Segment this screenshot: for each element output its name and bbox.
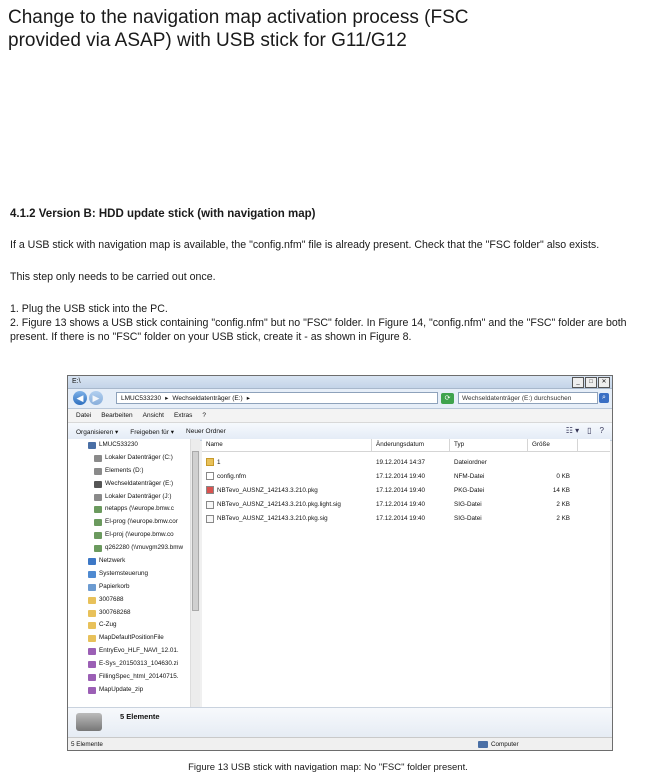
drive-icon bbox=[94, 455, 102, 462]
file-name-cell bbox=[202, 515, 372, 523]
nav-item-label: EI-proj (\\europe.bmw.co bbox=[105, 531, 174, 539]
file-name: config.nfm bbox=[217, 472, 247, 480]
file-date: 17.12.2014 19:40 bbox=[376, 515, 426, 523]
file-name: NBTevo_AUSNZ_142143.3.210.pkg.sig bbox=[217, 515, 328, 523]
file-size: 2 KB bbox=[556, 515, 570, 523]
file-size: 2 KB bbox=[556, 501, 570, 509]
search-icon[interactable]: ⌕ bbox=[599, 393, 609, 403]
file-type: PKG-Datei bbox=[454, 486, 485, 494]
details-item-count: 5 Elemente bbox=[120, 712, 160, 721]
step-item: 2. Figure 13 shows a USB stick containing "config.nfm" but no "FSC" folder. In Figure 14, "config.nfm" and the "FSC" folder are both present. If there is no "FSC" folder on your USB stick, create it - as shown in Figure 8. bbox=[10, 317, 627, 343]
nav-item[interactable] bbox=[68, 671, 190, 684]
column-header-size[interactable]: Größe bbox=[528, 439, 578, 451]
network-icon bbox=[88, 558, 96, 565]
nav-item-label: Netzwerk bbox=[99, 557, 126, 565]
pkg-file-icon bbox=[206, 486, 214, 494]
menu-bar bbox=[68, 409, 612, 423]
file-name-cell bbox=[202, 501, 372, 509]
forward-arrow-icon[interactable]: ▶ bbox=[89, 391, 103, 405]
file-name-cell bbox=[202, 472, 372, 480]
nav-item-label: LMUC533230 bbox=[99, 441, 138, 448]
paragraph-config-nfm: If a USB stick with navigation map is available, the "config.nfm" file is already present. Check that the "FSC folder" also exists. bbox=[10, 239, 600, 251]
nav-item[interactable] bbox=[68, 478, 190, 491]
computer-icon bbox=[88, 442, 96, 449]
nav-item-label: Systemsteuerung bbox=[99, 569, 149, 577]
nav-item-label: Lokaler Datenträger (C:) bbox=[105, 453, 173, 461]
control-panel-icon bbox=[88, 571, 96, 578]
nav-item[interactable] bbox=[68, 658, 190, 671]
status-item-count: 5 Elemente bbox=[71, 741, 103, 748]
usb-drive-icon bbox=[94, 481, 102, 488]
close-button[interactable]: ✕ bbox=[598, 377, 610, 388]
recycle-bin-icon bbox=[88, 584, 96, 591]
nav-item[interactable] bbox=[68, 491, 190, 504]
file-name-cell bbox=[202, 458, 372, 466]
document-title: Change to the navigation map activation process (FSC provided via ASAP) with USB stick for G11/G12 bbox=[8, 7, 469, 51]
file-list-pane bbox=[202, 439, 610, 707]
view-options-icon[interactable]: ☷ ▾ bbox=[565, 426, 580, 435]
file-row[interactable] bbox=[202, 469, 610, 483]
menu-item[interactable]: Bearbeiten bbox=[101, 412, 133, 419]
nav-item[interactable] bbox=[68, 542, 190, 555]
nav-item[interactable] bbox=[68, 503, 190, 516]
nav-item[interactable] bbox=[68, 684, 190, 697]
nav-item[interactable] bbox=[68, 645, 190, 658]
file-icon bbox=[206, 472, 214, 480]
file-date: 17.12.2014 19:40 bbox=[376, 501, 426, 509]
folder-icon bbox=[88, 635, 96, 642]
window-title: E:\ bbox=[72, 378, 81, 385]
nav-item[interactable] bbox=[68, 516, 190, 529]
folder-icon bbox=[88, 610, 96, 617]
network-drive-icon bbox=[94, 506, 102, 513]
file-name-cell bbox=[202, 486, 372, 494]
file-date: 17.12.2014 19:40 bbox=[376, 472, 426, 480]
organize-button[interactable]: Organisieren ▾ bbox=[76, 428, 119, 436]
paragraph-once: This step only needs to be carried out once. bbox=[10, 271, 216, 283]
file-row[interactable] bbox=[202, 455, 610, 469]
file-size: 14 KB bbox=[552, 486, 570, 494]
file-date: 17.12.2014 19:40 bbox=[376, 486, 426, 494]
column-header-type[interactable]: Typ bbox=[450, 439, 528, 451]
column-header-date[interactable]: Änderungsdatum bbox=[372, 439, 450, 451]
menu-item[interactable]: Extras bbox=[173, 412, 193, 419]
search-input[interactable]: Wechseldatenträger (E:) durchsuchen bbox=[458, 392, 598, 404]
file-type: Dateiordner bbox=[454, 458, 487, 466]
file-name: NBTevo_AUSNZ_142143.3.210.pkg.light.sig bbox=[217, 501, 341, 509]
computer-icon bbox=[478, 741, 488, 748]
address-segment[interactable]: Wechseldatenträger (E:) bbox=[172, 394, 243, 402]
refresh-icon[interactable]: ⟳ bbox=[441, 393, 454, 404]
nav-item[interactable] bbox=[68, 439, 190, 452]
chevron-right-icon: ▸ bbox=[246, 395, 250, 402]
menu-item[interactable]: Ansicht bbox=[142, 412, 164, 419]
usb-drive-icon bbox=[76, 713, 102, 731]
minimize-button[interactable]: _ bbox=[572, 377, 584, 388]
nav-item[interactable] bbox=[68, 581, 190, 594]
drive-icon bbox=[94, 494, 102, 501]
nav-item-label: FillingSpec_html_20140715. bbox=[99, 673, 179, 681]
nav-item[interactable] bbox=[68, 555, 190, 568]
section-heading: 4.1.2 Version B: HDD update stick (with navigation map) bbox=[10, 208, 316, 220]
new-folder-button[interactable]: Neuer Ordner bbox=[186, 428, 226, 435]
archive-icon bbox=[88, 687, 96, 694]
folder-icon bbox=[206, 458, 214, 466]
status-location: Computer bbox=[491, 741, 519, 748]
nav-item-label: EI-prog (\\europe.bmw.cor bbox=[105, 518, 178, 526]
network-drive-icon bbox=[94, 519, 102, 526]
nav-item[interactable] bbox=[68, 632, 190, 645]
navigation-scrollbar[interactable] bbox=[190, 439, 200, 707]
sig-file-icon bbox=[206, 515, 214, 523]
chevron-right-icon: ▸ bbox=[165, 395, 169, 402]
nav-item-label: Lokaler Datenträger (J:) bbox=[105, 492, 172, 500]
nav-item[interactable] bbox=[68, 594, 190, 607]
nav-item-label: EntryEvo_HLF_NAVI_12.01. bbox=[99, 647, 179, 655]
nav-item-label: 3007688 bbox=[99, 595, 124, 603]
archive-icon bbox=[88, 661, 96, 668]
menu-item[interactable]: Datei bbox=[76, 412, 92, 419]
navigation-pane bbox=[68, 439, 191, 707]
nav-item[interactable] bbox=[68, 465, 190, 478]
nav-item-label: q262280 (\\muvgm293.bmw bbox=[105, 544, 184, 552]
explorer-window bbox=[67, 375, 613, 751]
sig-file-icon bbox=[206, 501, 214, 509]
column-header-name[interactable]: Name bbox=[202, 439, 372, 451]
preview-pane-icon[interactable]: ▯ bbox=[587, 426, 592, 435]
file-name: 1 bbox=[217, 458, 221, 466]
nav-item-label: Wechseldatenträger (E:) bbox=[105, 479, 174, 487]
nav-item[interactable] bbox=[68, 607, 190, 620]
folder-icon bbox=[88, 622, 96, 629]
status-bar bbox=[68, 737, 612, 751]
nav-item-label: MapDefaultPositionFile bbox=[99, 634, 164, 642]
back-arrow-icon[interactable]: ◀ bbox=[73, 391, 87, 405]
nav-item-label: netapps (\\europe.bmw.c bbox=[105, 505, 174, 513]
nav-item-label: Elements (D:) bbox=[105, 466, 144, 474]
archive-icon bbox=[88, 674, 96, 681]
steps-list bbox=[10, 302, 650, 344]
file-name: NBTevo_AUSNZ_142143.3.210.pkg bbox=[217, 486, 318, 494]
nav-item[interactable] bbox=[68, 452, 190, 465]
nav-item[interactable] bbox=[68, 529, 190, 542]
file-type: SIG-Datei bbox=[454, 501, 482, 509]
address-segment[interactable]: LMUC533230 bbox=[121, 394, 162, 402]
file-size: 0 KB bbox=[556, 472, 570, 480]
column-headers bbox=[202, 439, 610, 452]
maximize-button[interactable]: □ bbox=[585, 377, 597, 388]
folder-icon bbox=[88, 597, 96, 604]
file-type: NFM-Datei bbox=[454, 472, 485, 480]
file-row[interactable] bbox=[202, 498, 610, 512]
nav-item-label: C-Zug bbox=[99, 621, 117, 629]
nav-item-label: Papierkorb bbox=[99, 582, 130, 590]
window-titlebar bbox=[68, 376, 612, 389]
network-drive-icon bbox=[94, 532, 102, 539]
share-button[interactable]: Freigeben für ▾ bbox=[130, 428, 175, 436]
network-drive-icon bbox=[94, 545, 102, 552]
archive-icon bbox=[88, 648, 96, 655]
nav-item[interactable] bbox=[68, 619, 190, 632]
figure-caption: Figure 13 USB stick with navigation map: No "FSC" folder present. bbox=[188, 762, 468, 773]
file-type: SIG-Datei bbox=[454, 515, 482, 523]
address-bar bbox=[68, 389, 612, 409]
step-item: 1. Plug the USB stick into the PC. bbox=[10, 303, 168, 315]
nav-item-label: MapUpdate_zip bbox=[99, 685, 144, 693]
scrollbar-thumb[interactable] bbox=[192, 451, 199, 611]
menu-item[interactable]: ? bbox=[202, 412, 207, 419]
nav-item-label: 300768268 bbox=[99, 608, 131, 616]
drive-icon bbox=[94, 468, 102, 475]
file-row[interactable] bbox=[202, 483, 610, 497]
nav-item[interactable] bbox=[68, 568, 190, 581]
file-row[interactable] bbox=[202, 512, 610, 526]
address-input[interactable] bbox=[116, 392, 438, 404]
file-date: 19.12.2014 14:37 bbox=[376, 458, 426, 466]
details-pane bbox=[68, 707, 612, 737]
nav-item-label: E-Sys_20150313_104630.zi bbox=[99, 660, 179, 668]
help-icon[interactable]: ? bbox=[599, 426, 604, 435]
